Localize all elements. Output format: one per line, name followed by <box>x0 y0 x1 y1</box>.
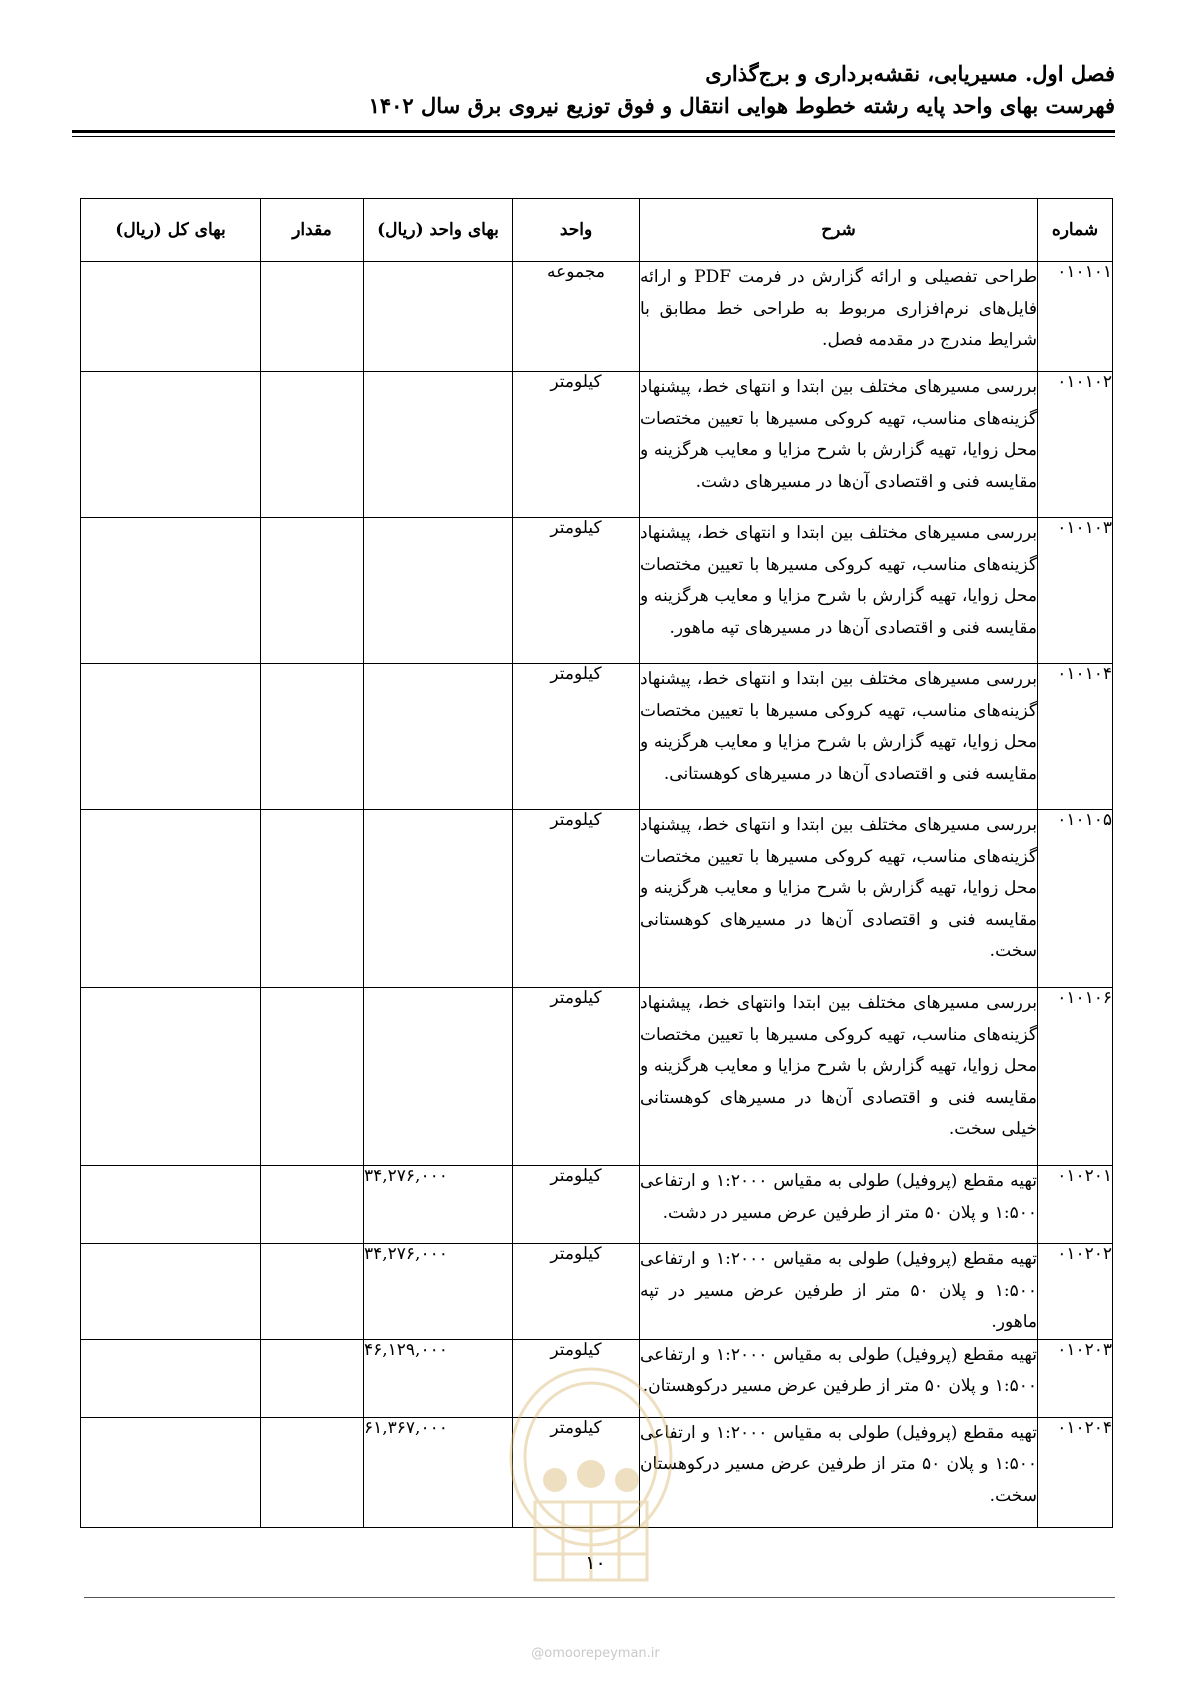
item-description: تهیه مقطع (پروفیل) طولی به مقیاس ۱:۲۰۰۰ و ارتفاعی ۱:۵۰۰ و پلان ۵۰ متر از طرفین عرض مسیر درکوهستان. <box>640 1339 1038 1417</box>
item-quantity <box>261 1166 364 1244</box>
item-description: تهیه مقطع (پروفیل) طولی به مقیاس ۱:۲۰۰۰ و ارتفاعی ۱:۵۰۰ و پلان ۵۰ متر از طرفین عرض مسیر درکوهستان سخت. <box>640 1417 1038 1527</box>
item-total-price <box>81 1339 261 1417</box>
item-unit-price <box>364 518 513 664</box>
item-quantity <box>261 1417 364 1527</box>
table-row <box>81 262 1113 372</box>
table-row <box>81 372 1113 518</box>
item-total-price <box>81 1417 261 1527</box>
item-unit-price <box>364 664 513 810</box>
item-description: تهیه مقطع (پروفیل) طولی به مقیاس ۱:۲۰۰۰ و ارتفاعی ۱:۵۰۰ و پلان ۵۰ متر از طرفین عرض مسیر در تپه ماهور. <box>640 1244 1038 1340</box>
item-quantity <box>261 1339 364 1417</box>
item-total-price <box>81 1166 261 1244</box>
item-unit-price <box>364 372 513 518</box>
item-description: بررسی مسیرهای مختلف بین ابتدا و انتهای خط، پیشنهاد گزینه‌های مناسب، تهیه کروکی مسیرها با تعیین مختصات محل زوایا، تهیه گزارش با شرح مزایا و معایب هرگزینه و مقایسه فنی و اقتصادی آن‌ها در مسیرهای کوهستانی. <box>640 664 1038 810</box>
header-total-price: بهای کل (ریال) <box>81 199 261 262</box>
table-row <box>81 664 1113 810</box>
page-number: ۱۰ <box>585 1552 606 1574</box>
item-unit: مجموعه <box>513 262 640 372</box>
item-code: ۰۱۰۲۰۱ <box>1038 1166 1113 1244</box>
item-unit: کیلومتر <box>513 1244 640 1340</box>
header-quantity: مقدار <box>261 199 364 262</box>
item-unit-price <box>364 810 513 988</box>
item-total-price <box>81 518 261 664</box>
item-unit: کیلومتر <box>513 664 640 810</box>
chapter-title: فصل اول. مسیریابی، نقشه‌برداری و برج‌گذاری <box>705 61 1115 86</box>
item-description: بررسی مسیرهای مختلف بین ابتدا و انتهای خط، پیشنهاد گزینه‌های مناسب، تهیه کروکی مسیرها با تعیین مختصات محل زوایا، تهیه گزارش با شرح مزایا و معایب هرگزینه و مقایسه فنی و اقتصادی آن‌ها در مسیرهای دشت. <box>640 372 1038 518</box>
header-unit-price: بهای واحد (ریال) <box>364 199 513 262</box>
document-title: فهرست بهای واحد پایه رشته خطوط هوایی انتقال و فوق توزیع نیروی برق سال ۱۴۰۲ <box>368 93 1115 118</box>
item-quantity <box>261 988 364 1166</box>
item-unit-price <box>364 988 513 1166</box>
table-header-row <box>81 199 1113 262</box>
item-unit: کیلومتر <box>513 1417 640 1527</box>
table-row <box>81 1339 1113 1417</box>
item-unit-price: ۶۱,۳۶۷,۰۰۰ <box>364 1417 513 1527</box>
watermark-url: @omoorepeyman.ir <box>531 1646 660 1661</box>
item-code: ۰۱۰۲۰۲ <box>1038 1244 1113 1340</box>
item-code: ۰۱۰۱۰۵ <box>1038 810 1113 988</box>
item-code: ۰۱۰۱۰۶ <box>1038 988 1113 1166</box>
footer-rule <box>84 1597 1115 1598</box>
table-row <box>81 1244 1113 1340</box>
table-row <box>81 518 1113 664</box>
item-total-price <box>81 1244 261 1340</box>
item-unit: کیلومتر <box>513 1166 640 1244</box>
item-quantity <box>261 372 364 518</box>
header-rule-thick <box>72 130 1115 133</box>
item-unit-price: ۳۴,۲۷۶,۰۰۰ <box>364 1166 513 1244</box>
table-row <box>81 810 1113 988</box>
item-total-price <box>81 372 261 518</box>
item-code: ۰۱۰۲۰۳ <box>1038 1339 1113 1417</box>
item-unit: کیلومتر <box>513 372 640 518</box>
header-rule-thin <box>72 136 1115 137</box>
item-quantity <box>261 518 364 664</box>
table-row <box>81 988 1113 1166</box>
price-list-table <box>80 198 1113 1528</box>
header-code: شماره <box>1038 199 1113 262</box>
item-code: ۰۱۰۱۰۱ <box>1038 262 1113 372</box>
item-code: ۰۱۰۱۰۲ <box>1038 372 1113 518</box>
item-quantity <box>261 262 364 372</box>
item-total-price <box>81 810 261 988</box>
header-unit: واحد <box>513 199 640 262</box>
item-description: بررسی مسیرهای مختلف بین ابتدا و انتهای خط، پیشنهاد گزینه‌های مناسب، تهیه کروکی مسیرها با تعیین مختصات محل زوایا، تهیه گزارش با شرح مزایا و معایب هرگزینه و مقایسه فنی و اقتصادی آن‌ها در مسیرهای کوهستانی سخت. <box>640 810 1038 988</box>
item-quantity <box>261 810 364 988</box>
item-total-price <box>81 988 261 1166</box>
table-row <box>81 1417 1113 1527</box>
header-description: شرح <box>640 199 1038 262</box>
table-row <box>81 1166 1113 1244</box>
item-unit: کیلومتر <box>513 1339 640 1417</box>
item-quantity <box>261 664 364 810</box>
item-total-price <box>81 664 261 810</box>
item-total-price <box>81 262 261 372</box>
item-description: تهیه مقطع (پروفیل) طولی به مقیاس ۱:۲۰۰۰ و ارتفاعی ۱:۵۰۰ و پلان ۵۰ متر از طرفین عرض مسیر در دشت. <box>640 1166 1038 1244</box>
item-code: ۰۱۰۱۰۴ <box>1038 664 1113 810</box>
item-description: بررسی مسیرهای مختلف بین ابتدا وانتهای خط، پیشنهاد گزینه‌های مناسب، تهیه کروکی مسیرها با تعیین مختصات محل زوایا، تهیه گزارش با شرح مزایا و معایب هرگزینه و مقایسه فنی و اقتصادی آن‌ها در مسیرهای کوهستانی خیلی سخت. <box>640 988 1038 1166</box>
item-quantity <box>261 1244 364 1340</box>
item-code: ۰۱۰۱۰۳ <box>1038 518 1113 664</box>
item-code: ۰۱۰۲۰۴ <box>1038 1417 1113 1527</box>
item-unit-price: ۳۴,۲۷۶,۰۰۰ <box>364 1244 513 1340</box>
item-unit: کیلومتر <box>513 518 640 664</box>
item-unit-price: ۴۶,۱۲۹,۰۰۰ <box>364 1339 513 1417</box>
page-header <box>72 58 1115 122</box>
item-description: بررسی مسیرهای مختلف بین ابتدا و انتهای خط، پیشنهاد گزینه‌های مناسب، تهیه کروکی مسیرها با تعیین مختصات محل زوایا، تهیه گزارش با شرح مزایا و معایب هرگزینه و مقایسه فنی و اقتصادی آن‌ها در مسیرهای تپه ماهور. <box>640 518 1038 664</box>
item-unit: کیلومتر <box>513 988 640 1166</box>
item-unit-price <box>364 262 513 372</box>
item-description: طراحی تفصیلی و ارائه گزارش در فرمت PDF و ارائه فایل‌های نرم‌افزاری مربوط به طراحی خط مطابق با شرایط مندرج در مقدمه فصل. <box>640 262 1038 372</box>
item-unit: کیلومتر <box>513 810 640 988</box>
